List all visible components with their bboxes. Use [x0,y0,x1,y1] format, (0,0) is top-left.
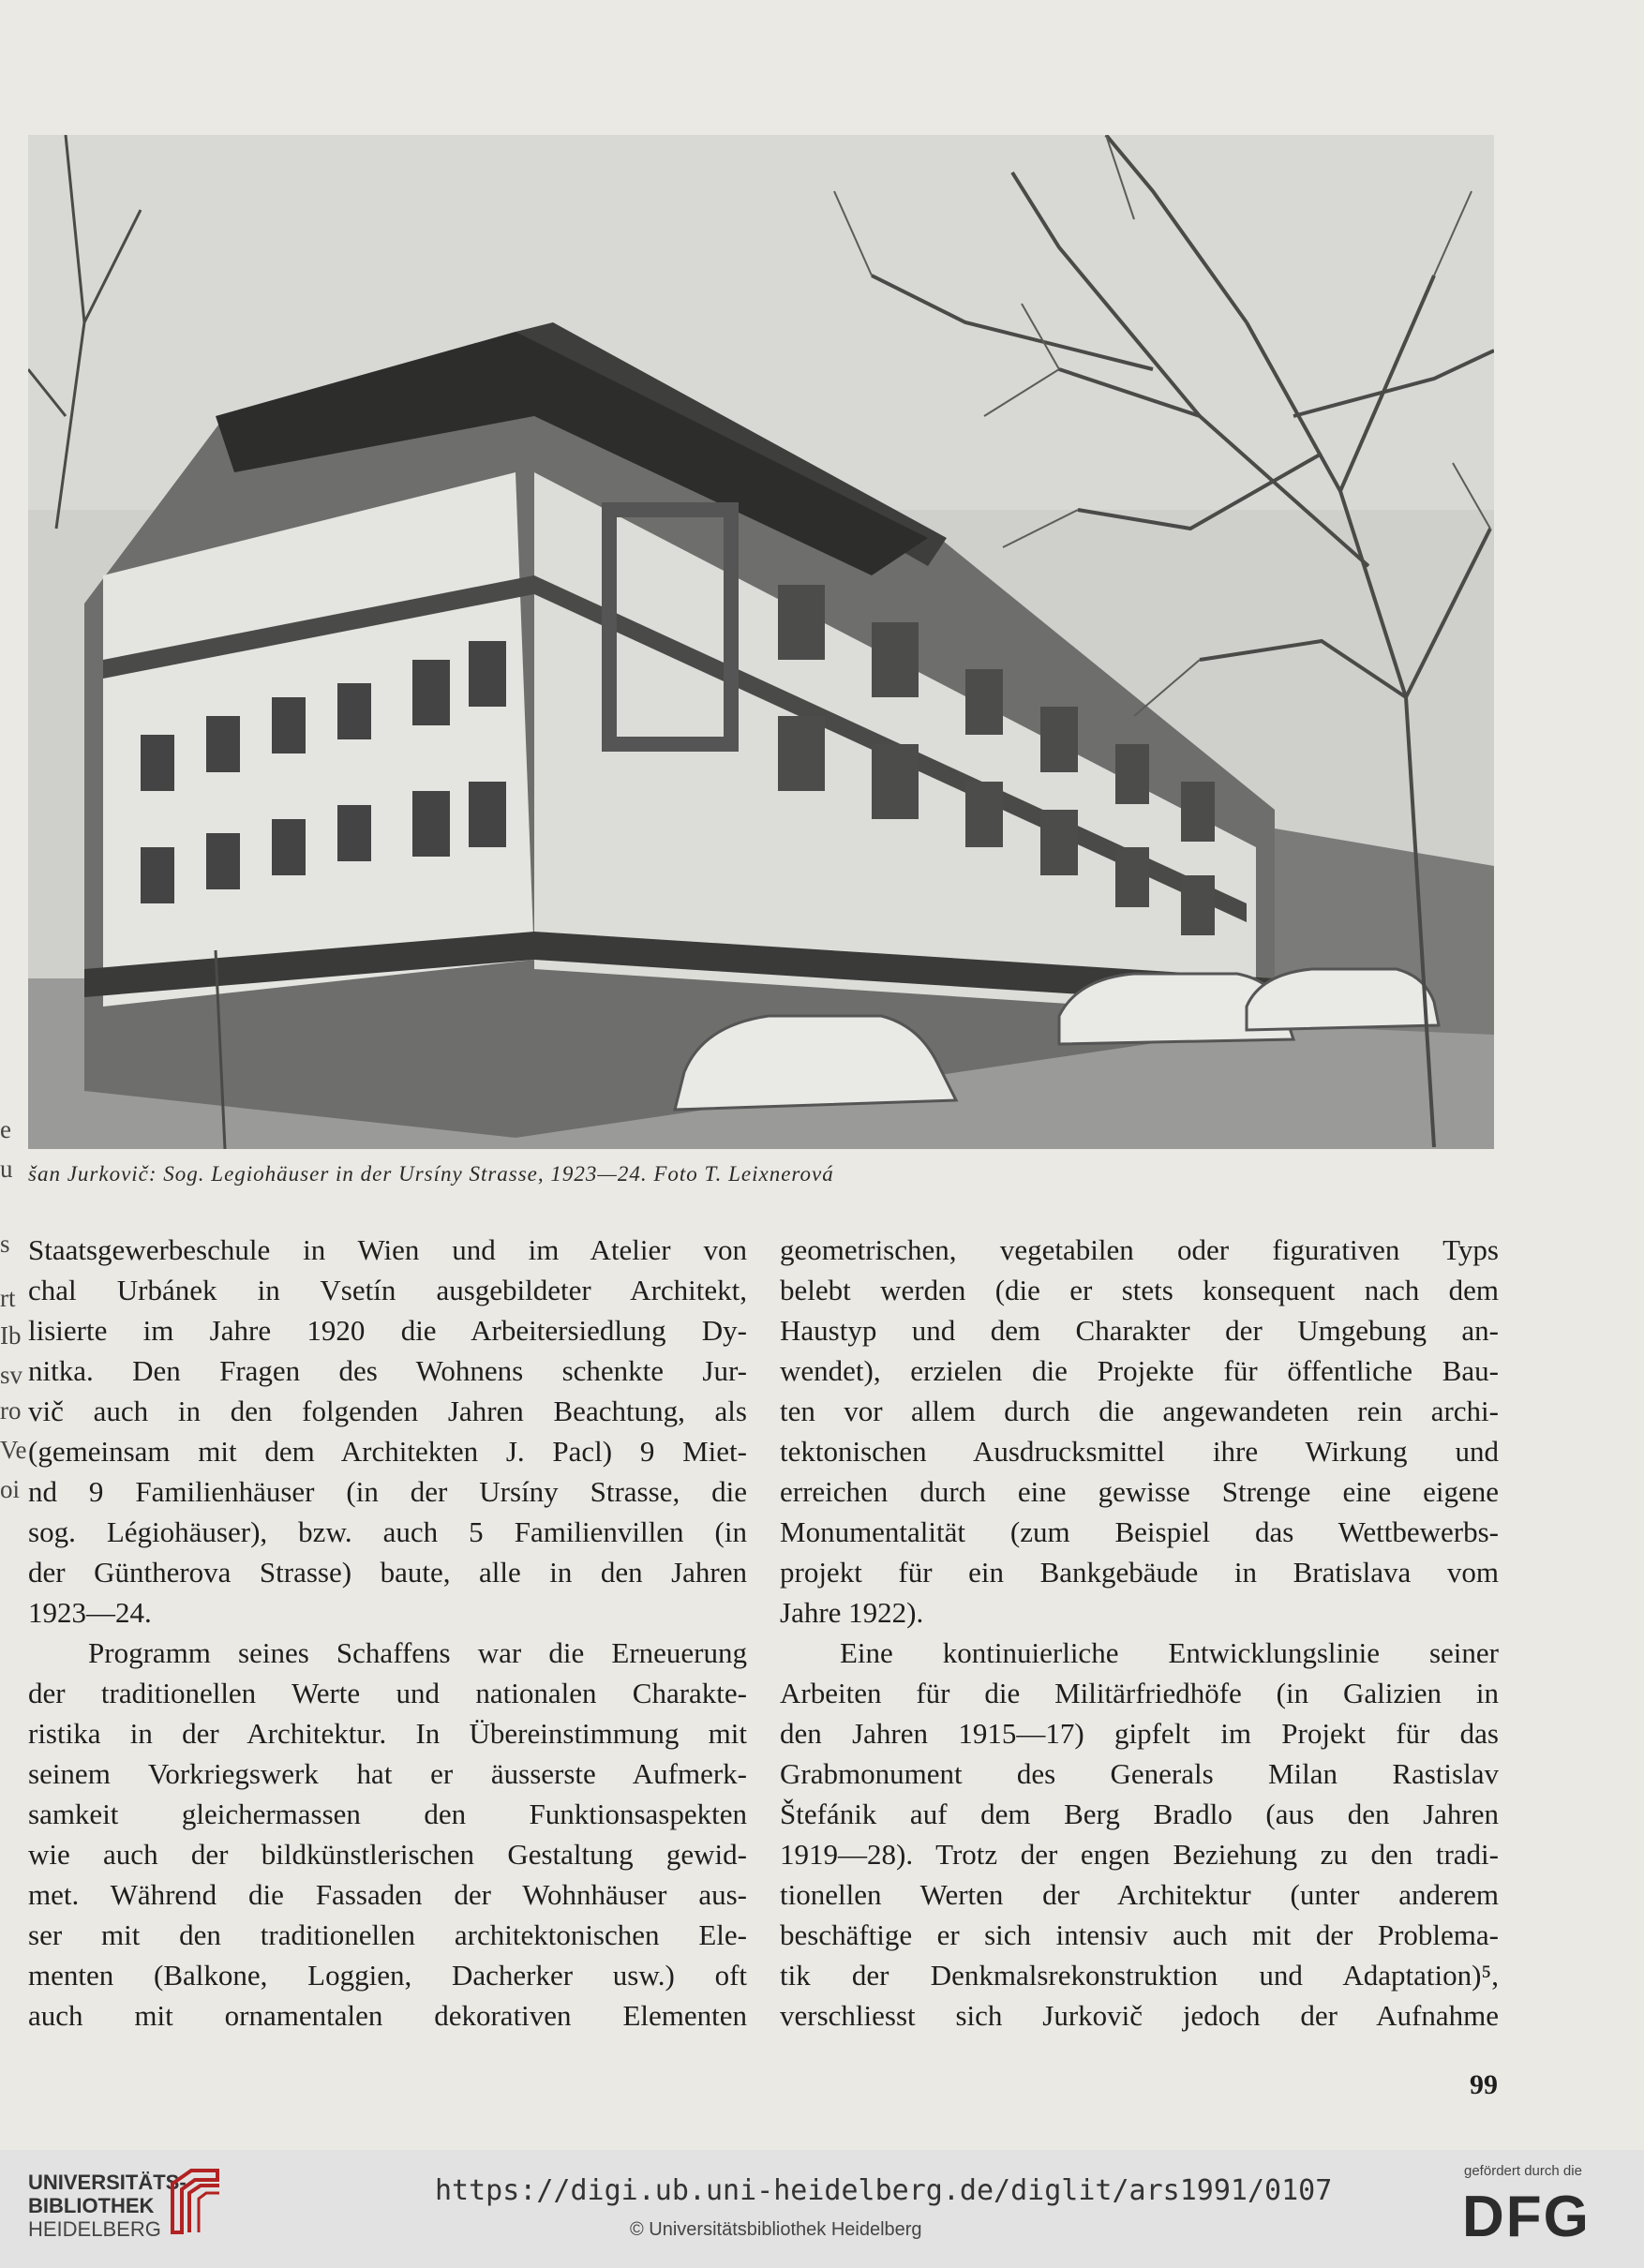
text-line: vič auch in den folgenden Jahren Beachtung, als [28,1395,747,1427]
text-line: 1919—28). Trotz der engen Beziehung zu den tradi- [780,1838,1499,1871]
text-line: Haustyp und dem Charakter der Umgebung an- [780,1314,1499,1347]
text-line: Jahre 1922). [780,1596,924,1629]
margin-fragment: u [0,1155,13,1183]
text-line: menten (Balkone, Loggien, Dacherker usw.) oft [28,1959,747,1992]
text-line: Arbeiten für die Militärfriedhöfe (in Galizien in [780,1677,1499,1709]
text-line: 1923—24. [28,1596,152,1629]
text-line: met. Während die Fassaden der Wohnhäuser aus- [28,1878,747,1911]
left-text-column [28,1230,747,2036]
text-line: geometrischen, vegetabilen oder figurativen Typs [780,1233,1499,1266]
text-line: Grabmonument des Generals Milan Rastislav [780,1757,1499,1790]
right-text-column [780,1230,1499,2036]
text-line: Štefánik auf dem Berg Bradlo (aus den Jahren [780,1798,1499,1830]
text-line: der Güntherova Strasse) baute, alle in den Jahren [28,1556,747,1589]
text-line: Programm seines Schaffens war die Erneuerung [88,1636,747,1669]
building-photograph [28,135,1494,1149]
library-name-line1: UNIVERSITÄTS- [28,2171,187,2194]
margin-fragment: sv [0,1361,23,1389]
funding-label: gefördert durch die [1464,2163,1582,2179]
text-line: belebt werden (die er stets konsequent nach dem [780,1274,1499,1306]
text-line: erreichen durch eine gewisse Strenge eine eigene [780,1475,1499,1508]
margin-fragment: s [0,1230,10,1258]
margin-fragment: Ve [0,1436,27,1464]
text-line: (gemeinsam mit dem Architekten J. Pacl) 9 Miet- [28,1435,747,1468]
text-line: sog. Légiohäuser), bzw. auch 5 Familienvillen (in [28,1515,747,1548]
text-line: Staatsgewerbeschule in Wien und im Atelier von [28,1233,747,1266]
margin-fragment: rt [0,1284,16,1312]
text-line: verschliesst sich Jurkovič jedoch der Aufnahme [780,1999,1499,2032]
footer-bar [0,2150,1644,2268]
library-name-line2: BIBLIOTHEK [28,2194,155,2217]
library-mark-icon [165,2167,225,2234]
text-line: ten vor allem durch die angewandeten rein archi- [780,1395,1499,1427]
text-line: tektonischen Ausdrucksmittel ihre Wirkung und [780,1435,1499,1468]
text-line: ser mit den traditionellen architektonischen Ele- [28,1918,747,1951]
dfg-logo[interactable]: DFG [1462,2185,1591,2249]
permalink-url[interactable]: https://digi.ub.uni-heidelberg.de/diglit/ars1991/0107 [435,2174,1333,2207]
text-line: wie auch der bildkünstlerischen Gestaltung gewid- [28,1838,747,1871]
text-line: Monumentalität (zum Beispiel das Wettbewerbs- [780,1515,1499,1548]
text-line: tionellen Werten der Architektur (unter anderem [780,1878,1499,1911]
text-line: Eine kontinuierliche Entwicklungslinie seiner [840,1636,1499,1669]
library-name-line3: HEIDELBERG [28,2217,161,2241]
text-line: wendet), erzielen die Projekte für öffentliche Bau- [780,1354,1499,1387]
margin-fragment: ro [0,1396,22,1425]
text-line: lisierte im Jahre 1920 die Arbeitersiedlung Dy- [28,1314,747,1347]
text-line: projekt für ein Bankgebäude in Bratislava vom [780,1556,1499,1589]
margin-fragment: Ib [0,1321,22,1350]
text-line: auch mit ornamentalen dekorativen Elementen [28,1999,747,2032]
library-logo[interactable] [28,2171,187,2241]
text-line: nd 9 Familienhäuser (in der Ursíny Strasse, die [28,1475,747,1508]
copyright-notice: © Universitätsbibliothek Heidelberg [630,2219,922,2240]
text-line: nitka. Den Fragen des Wohnens schenkte Jur- [28,1354,747,1387]
text-line: chal Urbánek in Vsetín ausgebildeter Architekt, [28,1274,747,1306]
margin-fragment: e [0,1115,11,1143]
text-line: den Jahren 1915—17) gipfelt im Projekt für das [780,1717,1499,1750]
text-line: der traditionellen Werte und nationalen Charakte- [28,1677,747,1709]
text-line: beschäftige er sich intensiv auch mit der Problema- [780,1918,1499,1951]
text-line: tik der Denkmalsrekonstruktion und Adaptation)⁵, [780,1959,1499,1992]
margin-fragment: oi [0,1475,21,1503]
text-line: ristika in der Architektur. In Übereinstimmung mit [28,1717,747,1750]
text-line: samkeit gleichermassen den Funktionsaspekten [28,1798,747,1830]
page-number: 99 [1470,2069,1498,2100]
text-line: seinem Vorkriegswerk hat er äusserste Aufmerk- [28,1757,747,1790]
photo-caption: šan Jurkovič: Sog. Legiohäuser in der Ursíny Strasse, 1923—24. Foto T. Leixnerová [28,1162,834,1186]
